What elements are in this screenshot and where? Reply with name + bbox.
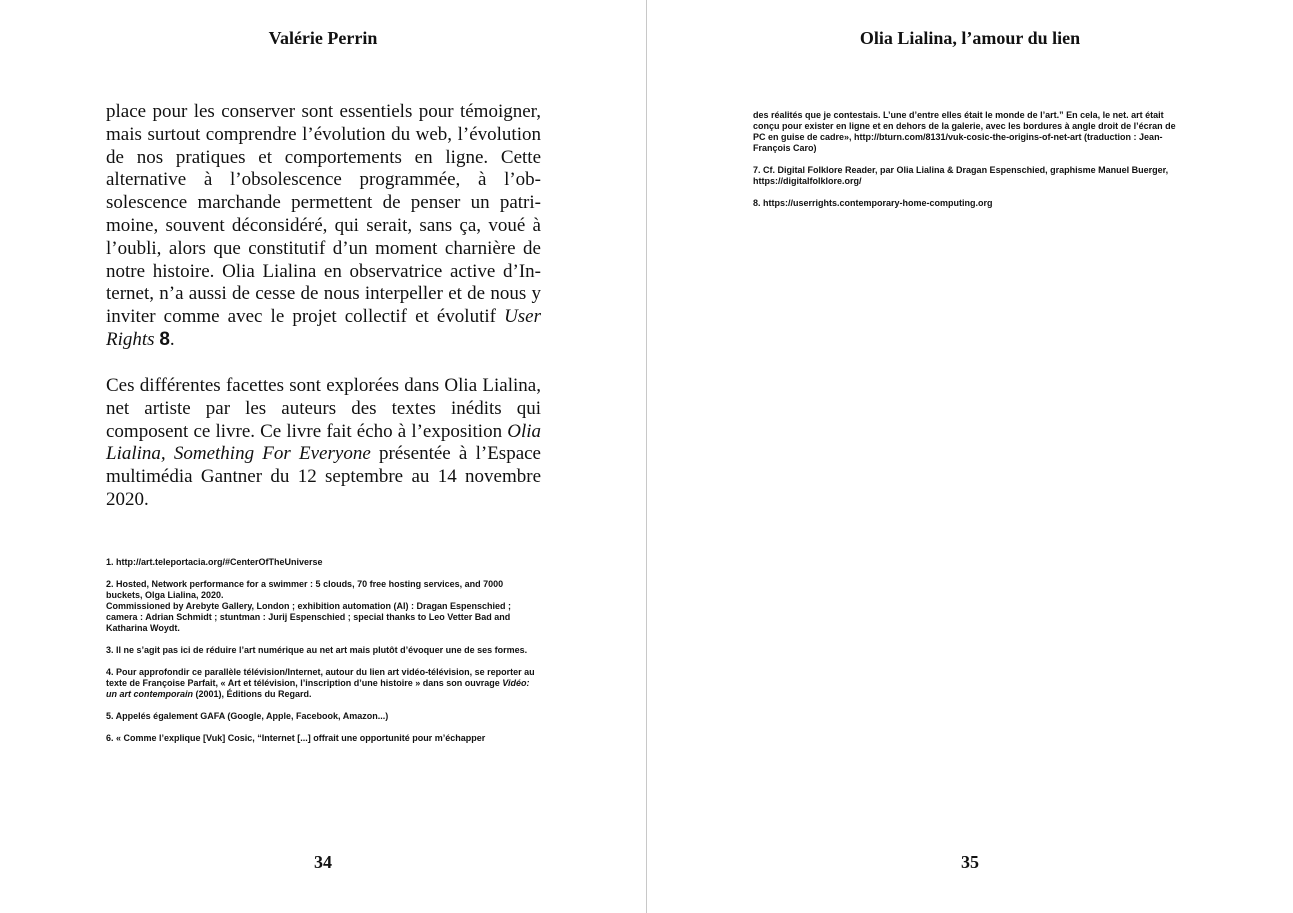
page-number: 35: [961, 852, 979, 872]
footnote-text: Commissioned by Arebyte Gallery, London ; exhibition automation (AI) : Dragan Espenschied ; camera : Adrian Schmidt ; stuntman : Jurij Espenschied ; special thanks to Leo Vetter Bad and Katharina Woydt.: [106, 601, 512, 633]
running-head-title: Olia Lialina, l’amour du lien: [859, 28, 1081, 48]
footnote-7: 7. Cf. Digital Folklore Reader, par Olia Lialina & Dragan Espenschied, graphisme Manuel Buerger, https://digitalfolklore.org/: [753, 165, 1169, 186]
right-page: [647, 0, 1293, 913]
footnote-1: 1. http://art.teleportacia.org/#CenterOfTheUniverse: [106, 557, 323, 567]
footnote-6: 6. « Comme l’explique [Vuk] Cosic, “Internet [...] offrait une opportunité pour m’échapper: [106, 733, 486, 743]
body-paragraph-1: [106, 101, 541, 352]
running-head-author: Valérie Perrin: [268, 28, 378, 48]
footnotes: [753, 110, 1183, 220]
left-page: [0, 0, 646, 913]
paragraph-text: présentée à l’Espace multimédia Gantner du 12 septembre au 14 novembre 2020.: [106, 443, 541, 510]
footnote-text: 4. Pour approfondir ce parallèle télévision/Internet, autour du lien art vidéo-télévision, se reporter au texte de Françoise Parfait, « Art et télévision, l’inscription d’une histoire » dans son ouvrage: [106, 667, 535, 688]
footnote-6-continued: des réalités que je contestais. L’une d’entre elles était le monde de l’art.” En cela, le net. art était conçu pour exister en ligne et en dehors de la galerie, avec les bordures à angle droit de l’écran de PC en guise de cadre», http://bturn.com/8131/vuk-cosic-the-origins-of-net-art (traduction : Jean-François Caro): [753, 110, 1176, 153]
footnote-5: 5. Appelés également GAFA (Google, Apple, Facebook, Amazon...): [106, 711, 389, 721]
footnote-italic: Vidéo: un art contemporain: [106, 678, 530, 699]
body-paragraph-2: [106, 375, 541, 512]
paragraph-text: place pour les conserver sont essentiels pour témoigner, mais surtout comprendre l’évolution du web, l’évolution de nos pratiques et comportements en ligne. Cette alternative à l’obsolescence programmée, à l’obsolescence marchande permettent de penser un patrimoine, souvent déconsidéré, qui serait, sans ça, voué à l’oubli, alors que constitutif d’un moment charnière de notre histoire. Olia Lialina en observatrice active d’Internet, n’a aussi de cesse de nous interpeller et de nous y inviter comme avec le projet collectif et évolutif: [106, 101, 541, 328]
footnote-text: (2001), Éditions du Regard.: [195, 689, 312, 699]
italic-title: Olia Lialina, Something For Everyone: [106, 420, 542, 465]
footnotes: [106, 557, 541, 755]
paragraph-text: Ces différentes facettes sont explorées dans Olia Lialina, net artiste par les auteurs des textes inédits qui composent ce livre. Ce livre fait écho à l’exposition: [106, 375, 541, 442]
italic-title: User Rights: [106, 306, 542, 350]
footnote-text: 2. Hosted, Network performance for a swimmer : 5 clouds, 70 free hosting services, and 7000 buckets, Olga Lialina, 2020.: [106, 579, 504, 600]
page-number: 34: [314, 852, 332, 872]
footnote-2: [106, 579, 541, 634]
paragraph-end: .: [169, 328, 175, 350]
footnote-reference[interactable]: 8: [159, 328, 170, 350]
footnote-4: [106, 667, 541, 700]
footnote-3: 3. Il ne s’agit pas ici de réduire l’art numérique au net art mais plutôt d’évoquer une de ses formes.: [106, 645, 528, 655]
footnote-8: 8. https://userrights.contemporary-home-computing.org: [753, 198, 993, 208]
